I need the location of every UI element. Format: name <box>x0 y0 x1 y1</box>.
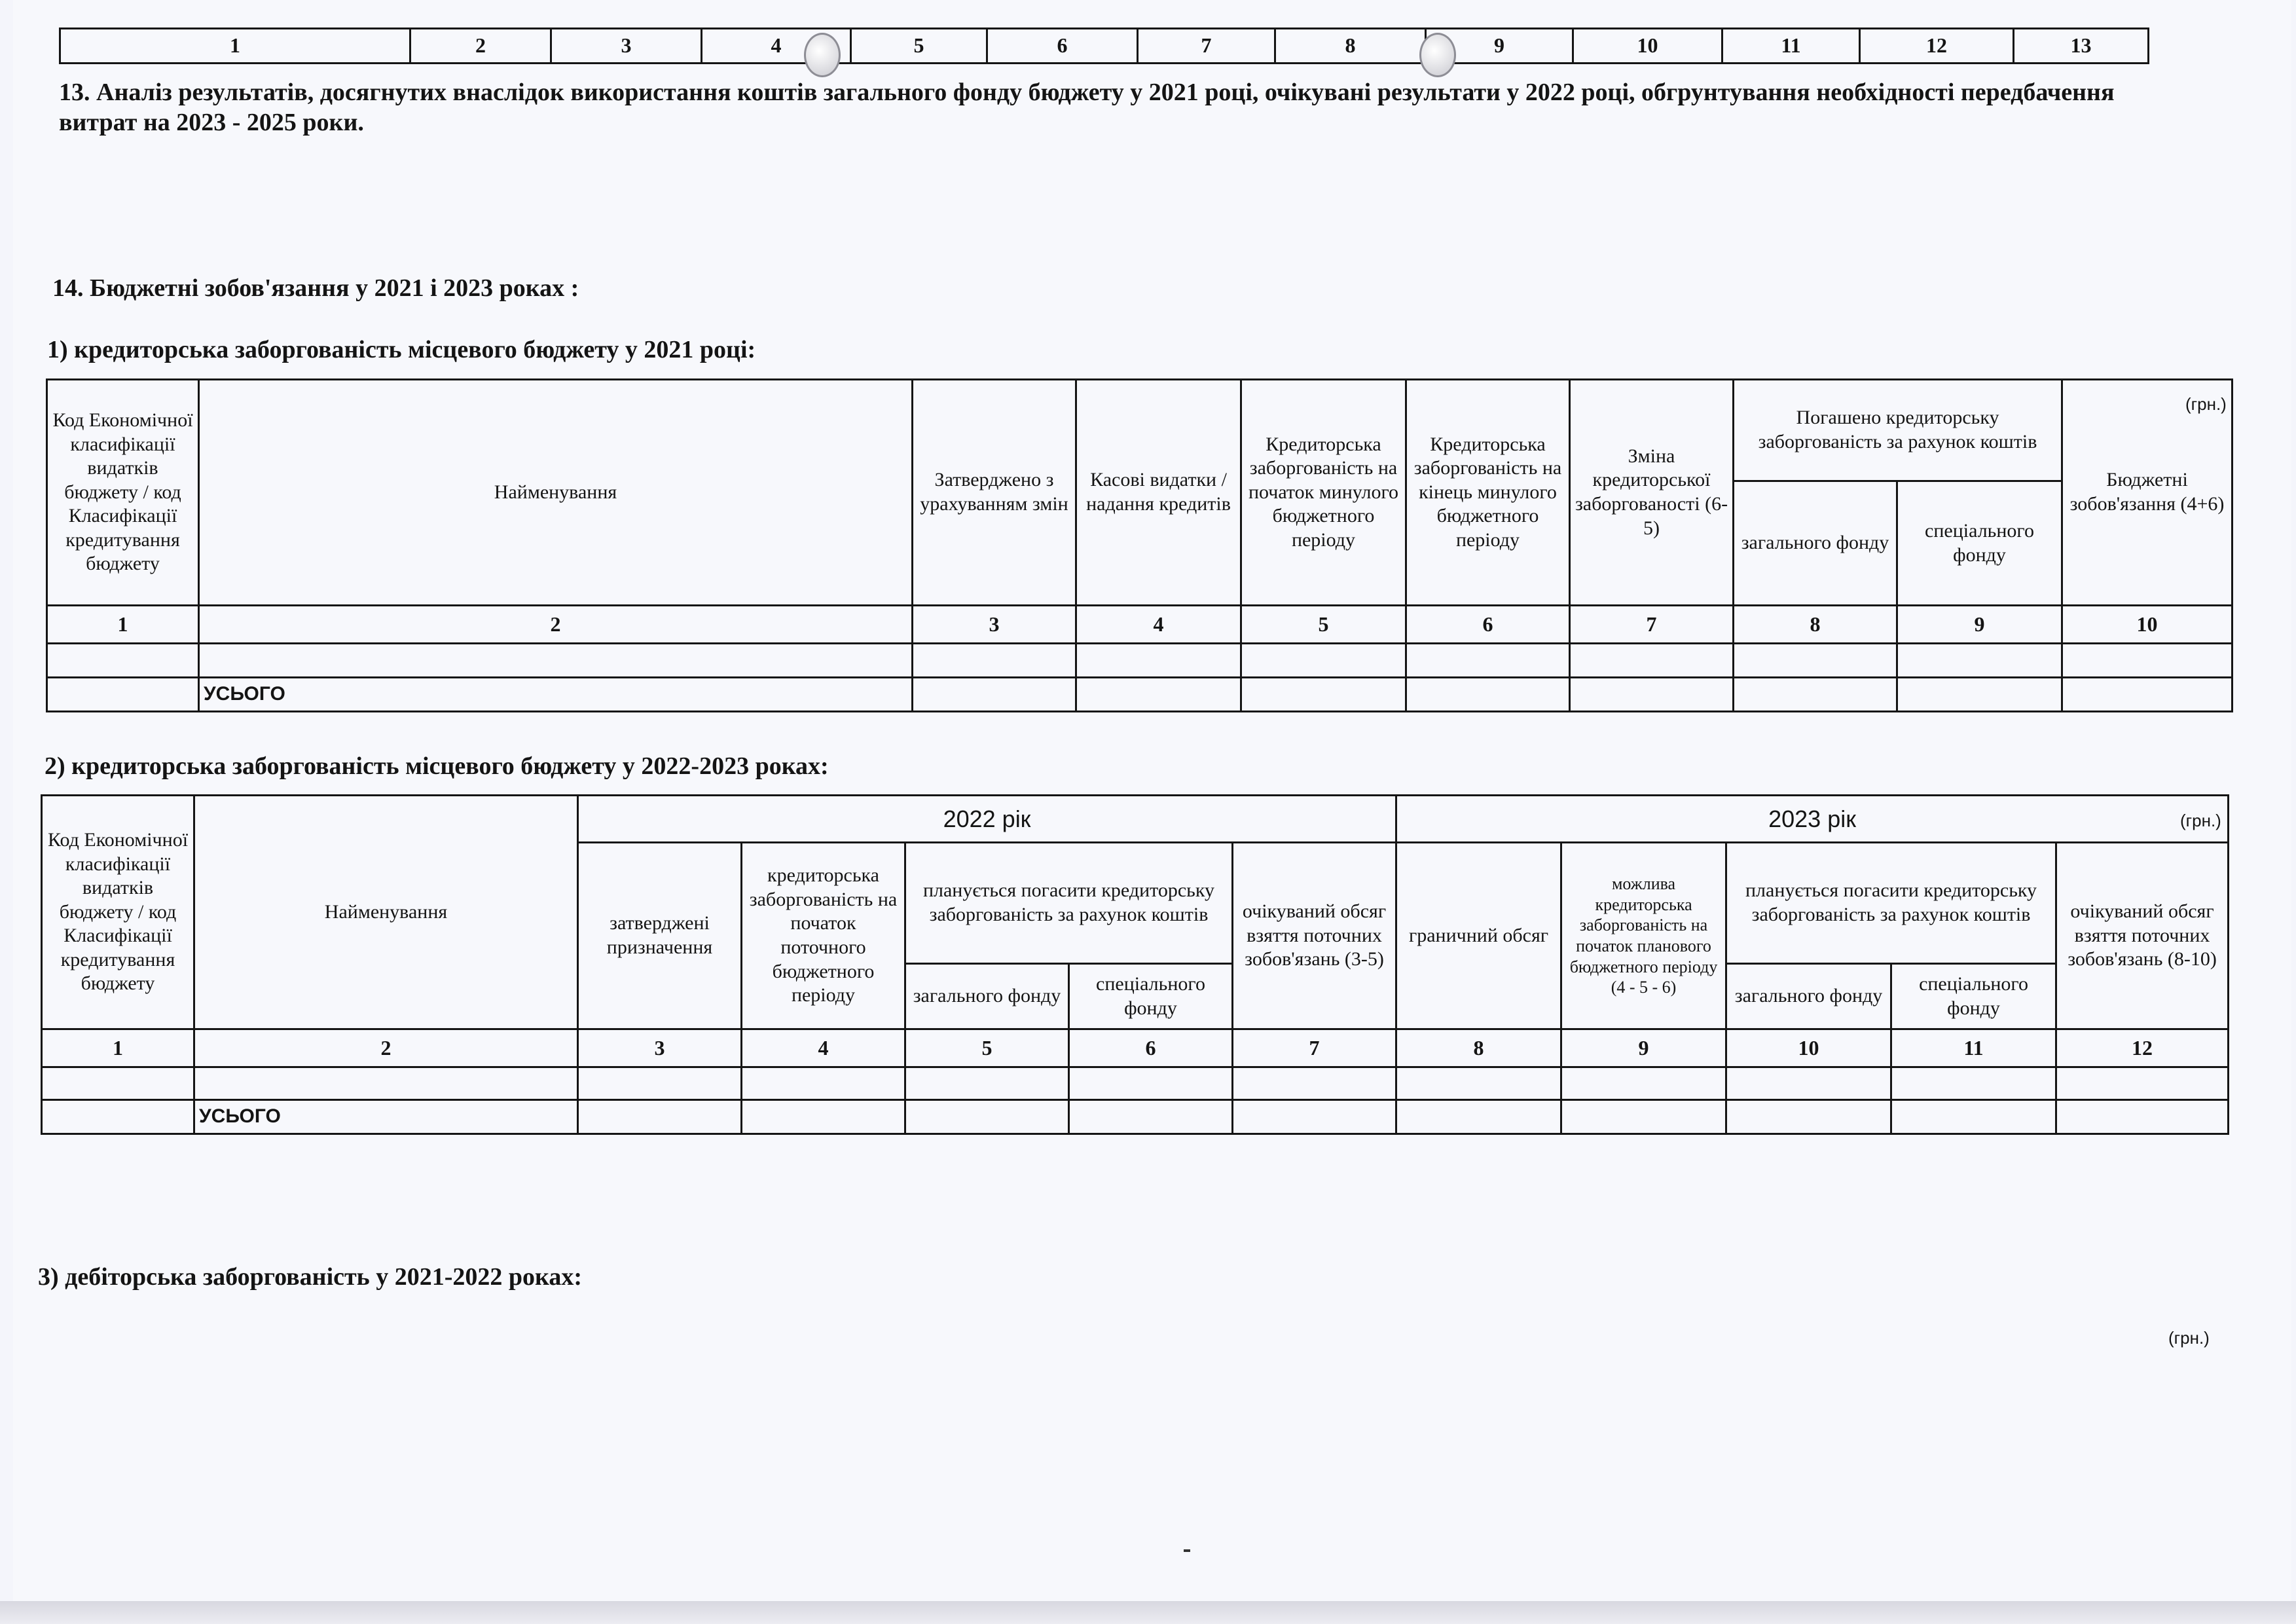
header-year-2022: 2022 рік <box>578 796 1396 843</box>
column-number: 9 <box>1897 606 2062 644</box>
header-code: Код Економічної класифікації видатків бюджету / код Класифікації кредитування бюджету <box>42 796 194 1029</box>
strip-cell: 2 <box>410 29 551 64</box>
header-general-fund: загального фонду <box>1734 481 1897 606</box>
scan-mark <box>1184 1549 1190 1552</box>
header-debt-change: Зміна кредиторської заборгованості (6-5) <box>1570 380 1734 606</box>
header-limit: граничний обсяг <box>1396 843 1561 1029</box>
header-special-fund: спеціального фонду <box>1897 481 2062 606</box>
column-number: 6 <box>1406 606 1570 644</box>
total-row <box>42 1100 2229 1134</box>
subsection-2-heading: 2) кредиторська заборгованість місцевого бюджету у 2022-2023 роках: <box>45 752 829 780</box>
column-number: 2 <box>194 1029 578 1067</box>
column-number: 2 <box>199 606 913 644</box>
section-14-heading: 14. Бюджетні зобов'язання у 2021 і 2023 роках : <box>52 274 579 302</box>
column-number: 7 <box>1570 606 1734 644</box>
header-name: Найменування <box>199 380 913 606</box>
header-approved: Затверджено з урахуванням змін <box>913 380 1076 606</box>
strip-cell: 1 <box>60 29 410 64</box>
column-number: 8 <box>1396 1029 1561 1067</box>
header-possible-debt: можлива кредиторська заборгованість на початок планового бюджетного періоду (4 - 5 - 6) <box>1561 843 1726 1029</box>
table-row <box>47 644 2232 678</box>
strip-cell: 12 <box>1860 29 2014 64</box>
column-number: 3 <box>578 1029 742 1067</box>
header-plan-repay-2022: планується погасити кредиторську заборгованість за рахунок коштів <box>905 843 1233 964</box>
header-repaid: Погашено кредиторську заборгованість за рахунок коштів <box>1734 380 2062 481</box>
header-code: Код Економічної класифікації видатків бюджету / код Класифікації кредитування бюджету <box>47 380 199 606</box>
column-number: 10 <box>2062 606 2232 644</box>
total-row <box>47 678 2232 712</box>
header-debt-start: Кредиторська заборгованість на початок минулого бюджетного періоду <box>1241 380 1406 606</box>
column-number: 4 <box>1076 606 1241 644</box>
column-number: 6 <box>1069 1029 1233 1067</box>
header-expected-2023: очікуваний обсяг взяття поточних зобов'язань (8-10) <box>2056 843 2229 1029</box>
total-label: УСЬОГО <box>199 678 913 712</box>
unit-label: (грн.) <box>2168 1328 2210 1348</box>
strip-cell: 7 <box>1138 29 1275 64</box>
column-number: 12 <box>2056 1029 2229 1067</box>
strip-cell: 4 <box>702 29 851 64</box>
strip-cell: 11 <box>1722 29 1860 64</box>
subsection-3-heading: 3) дебіторська заборгованість у 2021-2022 роках: <box>38 1263 583 1291</box>
creditor-debt-2021-table <box>46 378 2233 712</box>
header-special-fund: спеціального фонду <box>1069 964 1233 1029</box>
strip-cell: 6 <box>987 29 1138 64</box>
total-label: УСЬОГО <box>194 1100 578 1134</box>
header-year-2023: 2023 рік <box>1396 796 2229 843</box>
header-approved: затверджені призначення <box>578 843 742 1029</box>
section-13-heading: 13. Аналіз результатів, досягнутих внаслідок використання коштів загального фонду бюджету у 2021 році, очікувані результати у 2022 році, обгрунтування необхідності передбачення витрат на 2023 - 2025 роки. <box>59 79 2115 137</box>
column-number: 5 <box>905 1029 1069 1067</box>
table-row <box>42 1067 2229 1100</box>
column-number: 7 <box>1233 1029 1396 1067</box>
header-name: Найменування <box>194 796 578 1029</box>
header-cash-expenses: Касові видатки / надання кредитів <box>1076 380 1241 606</box>
unit-label: (грн.) <box>2180 811 2221 830</box>
column-number: 5 <box>1241 606 1406 644</box>
strip-cell: 3 <box>551 29 702 64</box>
column-number-strip <box>59 28 2149 64</box>
strip-cell: 5 <box>851 29 987 64</box>
column-number: 11 <box>1891 1029 2056 1067</box>
header-general-fund: загального фонду <box>905 964 1069 1029</box>
header-obligations: Бюджетні зобов'язання (4+6) <box>2062 380 2232 606</box>
header-debt-end: Кредиторська заборгованість на кінець минулого бюджетного періоду <box>1406 380 1570 606</box>
binder-hole-mark <box>1419 33 1456 77</box>
scan-bottom-edge <box>0 1601 2296 1624</box>
strip-cell: 8 <box>1275 29 1426 64</box>
strip-cell: 9 <box>1426 29 1573 64</box>
column-number: 1 <box>47 606 199 644</box>
header-general-fund: загального фонду <box>1726 964 1891 1029</box>
column-number: 3 <box>913 606 1076 644</box>
header-debt-start: кредиторська заборгованість на початок поточного бюджетного періоду <box>742 843 905 1029</box>
column-number: 9 <box>1561 1029 1726 1067</box>
unit-label: (грн.) <box>2185 394 2227 414</box>
header-expected-2022: очікуваний обсяг взяття поточних зобов'язань (3-5) <box>1233 843 1396 1029</box>
column-number: 10 <box>1726 1029 1891 1067</box>
header-plan-repay-2023: планується погасити кредиторську заборгованість за рахунок коштів <box>1726 843 2056 964</box>
binder-hole-mark <box>804 33 841 77</box>
column-number: 1 <box>42 1029 194 1067</box>
column-number: 8 <box>1734 606 1897 644</box>
strip-cell: 10 <box>1573 29 1722 64</box>
subsection-1-heading: 1) кредиторська заборгованість місцевого бюджету у 2021 році: <box>47 336 756 363</box>
header-special-fund: спеціального фонду <box>1891 964 2056 1029</box>
creditor-debt-2022-2023-table <box>41 794 2229 1135</box>
column-number: 4 <box>742 1029 905 1067</box>
strip-cell: 13 <box>2014 29 2149 64</box>
